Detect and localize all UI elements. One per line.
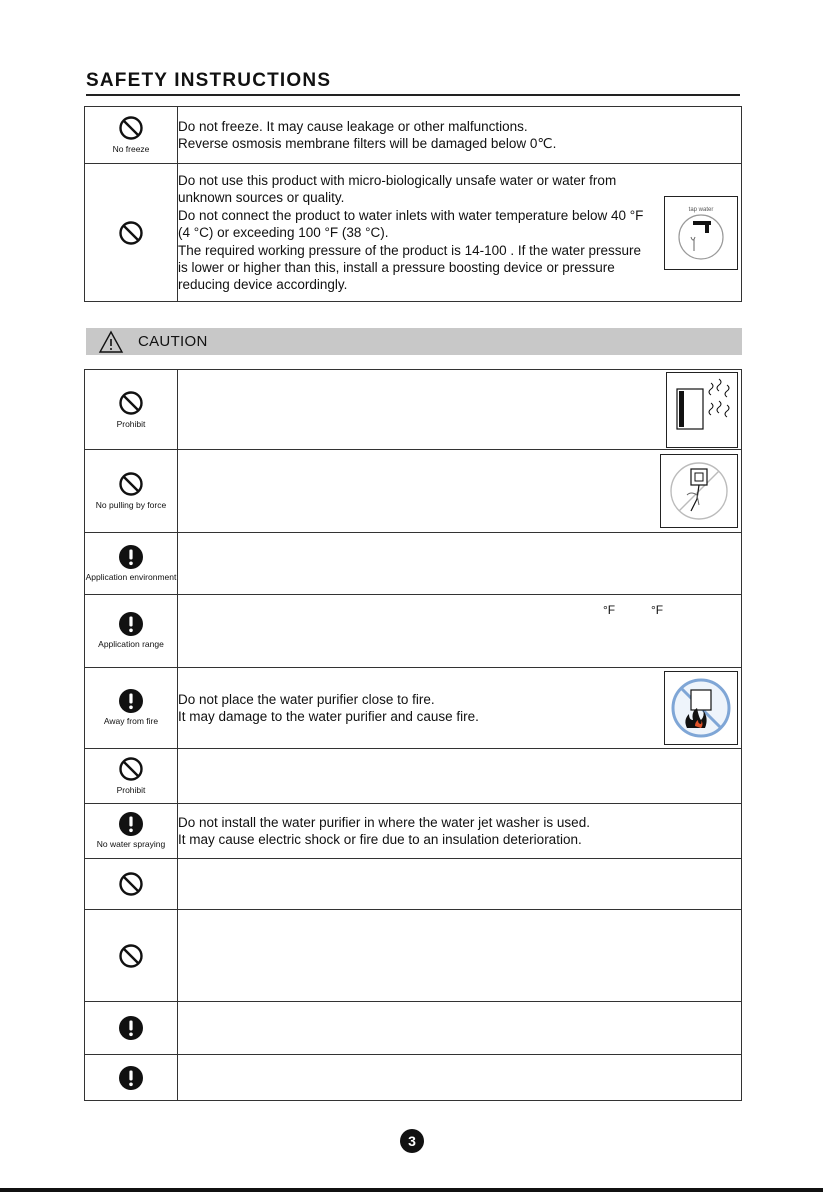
caution-row xyxy=(85,1055,742,1101)
illustration-caption: tap water xyxy=(688,206,714,213)
heat-appliance-illustration xyxy=(666,372,738,448)
caution-line: Do not install the water purifier in where the water jet washer is used. xyxy=(178,815,590,830)
prohibit-icon xyxy=(118,471,144,497)
caution-row xyxy=(85,450,742,533)
page-title: SAFETY INSTRUCTIONS xyxy=(86,70,332,91)
temperature-unit: °F xyxy=(603,603,616,617)
caution-text-cell xyxy=(178,804,742,859)
caution-text-cell xyxy=(178,450,742,533)
safety-line: The required working pressure of the product is 14-100 . If the water pressure is lower or higher than this, install a pressure boosting device or pressure reducing device accordingly. xyxy=(178,243,641,292)
prohibit-icon xyxy=(118,943,144,969)
prohibit-icon xyxy=(118,115,144,141)
caution-banner xyxy=(86,328,742,355)
mandatory-icon xyxy=(119,545,143,569)
caution-text-cell xyxy=(178,859,742,910)
mandatory-icon xyxy=(119,812,143,836)
safety-row-water-source xyxy=(85,164,742,302)
mandatory-icon xyxy=(119,1016,143,1040)
warning-triangle-icon xyxy=(98,330,124,354)
icon-label: Application environment xyxy=(85,571,177,582)
caution-table xyxy=(84,369,742,1101)
safety-line: Do not connect the product to water inlets with water temperature below 40 °F (4 °C) or exceeding 100 °F (38 °C). xyxy=(178,208,644,240)
caution-icon-cell xyxy=(85,668,178,749)
safety-icon-cell xyxy=(85,164,178,302)
safety-line: Reverse osmosis membrane filters will be damaged below 0℃. xyxy=(178,136,557,151)
caution-title: CAUTION xyxy=(138,333,208,350)
caution-line: It may damage to the water purifier and cause fire. xyxy=(178,709,479,724)
safety-table xyxy=(84,106,742,302)
caution-text-cell xyxy=(178,1055,742,1101)
icon-label: Away from fire xyxy=(103,716,159,726)
caution-icon-cell xyxy=(85,370,178,450)
temperature-unit: °F xyxy=(651,603,664,617)
icon-label: Prohibit xyxy=(116,418,146,429)
caution-text-cell xyxy=(178,749,742,804)
safety-line: Do not freeze. It may cause leakage or other malfunctions. xyxy=(178,119,528,134)
caution-row xyxy=(85,859,742,910)
icon-label: Prohibit xyxy=(116,785,146,795)
caution-row xyxy=(85,595,742,668)
mandatory-icon xyxy=(119,689,143,713)
plug-pull-illustration xyxy=(660,454,738,528)
caution-row xyxy=(85,533,742,595)
caution-text-cell xyxy=(178,910,742,1002)
safety-line: Do not use this product with micro-biologically unsafe water or water from unknown sources or quality. xyxy=(178,173,617,205)
caution-icon-cell xyxy=(85,910,178,1002)
caution-icon-cell xyxy=(85,749,178,804)
prohibit-icon xyxy=(118,220,144,246)
caution-line: Do not place the water purifier close to fire. xyxy=(178,692,435,707)
tap-water-illustration xyxy=(664,196,738,270)
caution-row xyxy=(85,749,742,804)
caution-icon-cell xyxy=(85,1002,178,1055)
caution-row xyxy=(85,804,742,859)
safety-row-no-freeze xyxy=(85,107,742,164)
caution-icon-cell xyxy=(85,859,178,910)
prohibit-icon xyxy=(118,871,144,897)
caution-text-cell xyxy=(178,1002,742,1055)
caution-text-cell xyxy=(178,370,742,450)
title-underline xyxy=(86,94,740,96)
safety-icon-cell xyxy=(85,107,178,164)
caution-icon-cell xyxy=(85,1055,178,1101)
icon-label: Application range xyxy=(98,639,164,649)
caution-row xyxy=(85,1002,742,1055)
caution-icon-cell xyxy=(85,595,178,668)
prohibit-icon xyxy=(118,756,144,782)
fire-hazard-illustration xyxy=(664,671,738,745)
icon-label: No pulling by force xyxy=(95,500,167,510)
icon-label: No freeze xyxy=(112,144,150,154)
prohibit-icon xyxy=(118,390,144,416)
caution-text-cell xyxy=(178,595,742,668)
caution-icon-cell xyxy=(85,804,178,859)
safety-text-cell xyxy=(178,107,742,164)
caution-line: It may cause electric shock or fire due to an insulation deterioration. xyxy=(178,832,582,847)
caution-icon-cell xyxy=(85,533,178,595)
caution-icon-cell xyxy=(85,450,178,533)
mandatory-icon xyxy=(119,1066,143,1090)
safety-text-cell xyxy=(178,164,742,302)
caution-text-cell xyxy=(178,668,742,749)
bottom-border xyxy=(0,1188,823,1192)
caution-row xyxy=(85,370,742,450)
mandatory-icon xyxy=(119,612,143,636)
icon-label: No water spraying xyxy=(96,839,166,849)
caution-row xyxy=(85,910,742,1002)
page-number: 3 xyxy=(400,1129,424,1153)
caution-text-cell xyxy=(178,533,742,595)
caution-row xyxy=(85,668,742,749)
